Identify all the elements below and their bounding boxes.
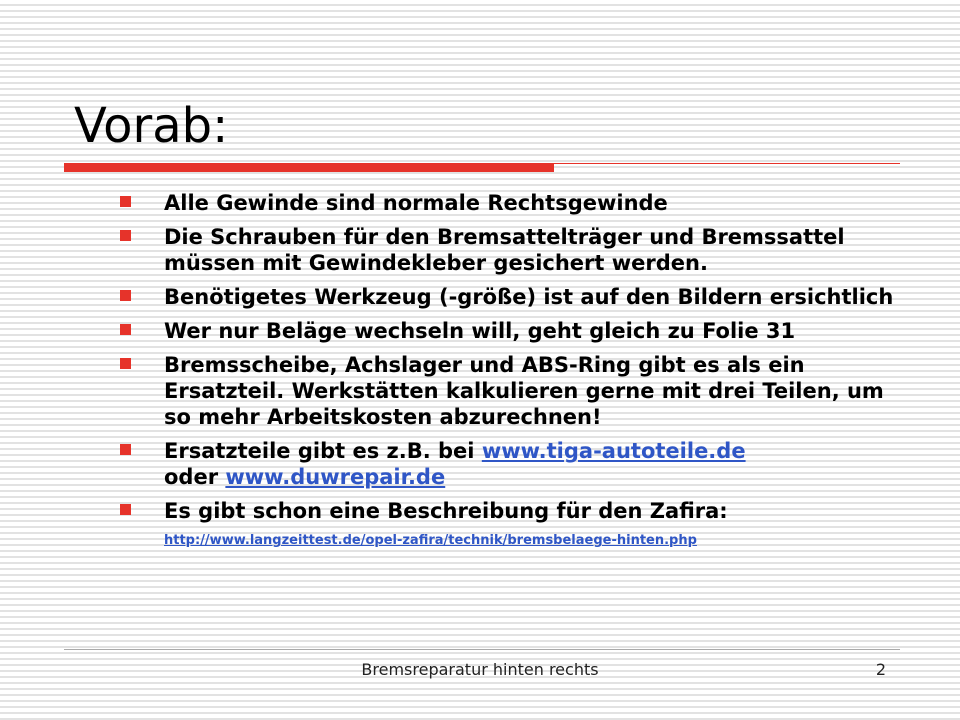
square-bullet-icon bbox=[120, 230, 131, 241]
bullet-item-zafira bbox=[120, 498, 910, 550]
bullet-line-2 bbox=[164, 524, 910, 550]
slide-title: Vorab: bbox=[74, 98, 229, 154]
square-bullet-icon bbox=[120, 444, 131, 455]
bullet-text: Alle Gewinde sind normale Rechtsgewinde bbox=[164, 191, 668, 215]
link-tiga-autoteile[interactable]: www.tiga-autoteile.de bbox=[481, 439, 746, 463]
bullet-item-pads-only bbox=[120, 318, 910, 344]
title-underline-accent bbox=[64, 163, 554, 172]
square-bullet-icon bbox=[120, 290, 131, 301]
bullet-text: Wer nur Beläge wechseln will, geht gleich zu Folie 31 bbox=[164, 319, 796, 343]
page-number: 2 bbox=[875, 660, 886, 679]
bullet-line-2 bbox=[164, 464, 910, 490]
link-langzeittest[interactable]: http://www.langzeittest.de/opel-zafira/technik/bremsbelaege-hinten.php bbox=[164, 533, 697, 548]
bullet-text: Die Schrauben für den Bremsattelträger und Bremssattel müssen mit Gewindekleber gesichert werden. bbox=[164, 225, 845, 275]
square-bullet-icon bbox=[120, 196, 131, 207]
title-underline-line bbox=[554, 163, 900, 164]
bullet-text: Bremsscheibe, Achslager und ABS-Ring gibt es als ein Ersatzteil. Werkstätten kalkulieren gerne mit drei Teilen, um so mehr Arbeitskosten abzurechnen! bbox=[164, 353, 884, 429]
bullet-text: Ersatzteile gibt es z.B. bei bbox=[164, 439, 482, 463]
footer-divider bbox=[64, 649, 900, 650]
square-bullet-icon bbox=[120, 358, 131, 369]
bullet-item-thread-locker bbox=[120, 224, 910, 276]
bullet-item-shops bbox=[120, 438, 910, 490]
square-bullet-icon bbox=[120, 504, 131, 515]
bullet-item-threads bbox=[120, 190, 910, 216]
bullet-text: Benötigetes Werkzeug (-größe) ist auf den Bildern ersichtlich bbox=[164, 285, 894, 309]
bullet-text: Es gibt schon eine Beschreibung für den Zafira: bbox=[164, 499, 728, 523]
bullet-item-spare-part bbox=[120, 352, 910, 430]
bullet-list bbox=[120, 190, 910, 558]
square-bullet-icon bbox=[120, 324, 131, 335]
link-duwrepair[interactable]: www.duwrepair.de bbox=[225, 465, 446, 489]
bullet-item-tools bbox=[120, 284, 910, 310]
bullet-text: oder bbox=[164, 465, 226, 489]
footer-title: Bremsreparatur hinten rechts bbox=[361, 660, 599, 679]
